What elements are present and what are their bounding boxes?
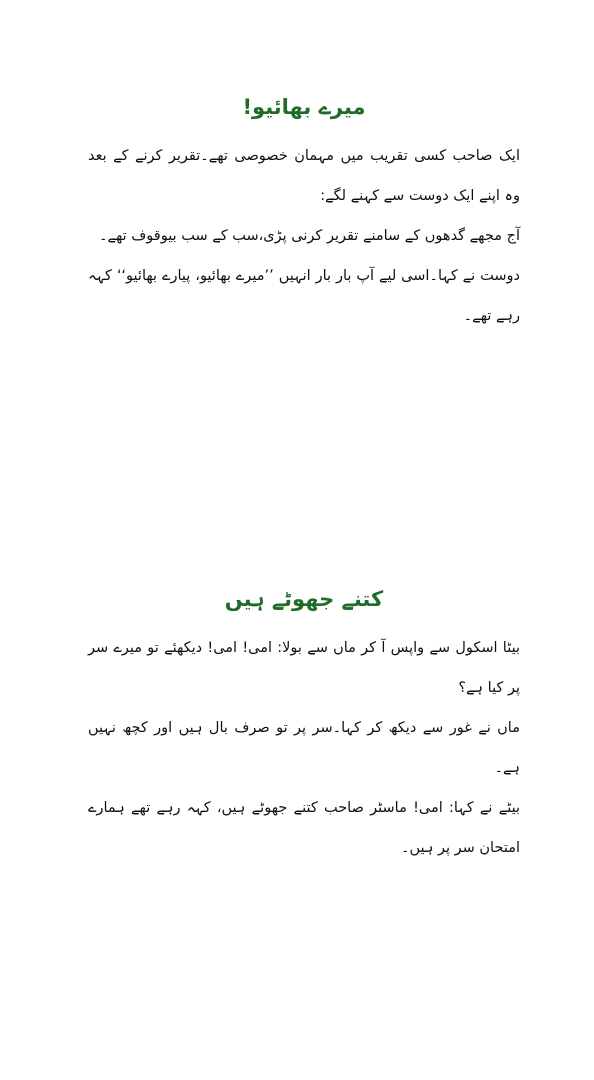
story-paragraph: ماں نے غور سے دیکھ کر کہا۔سر پر تو صرف بال ہیں اور کچھ نہیں ہے۔: [88, 720, 520, 776]
story-how-liars: [88, 584, 520, 868]
story-title: میرے بھائیو!: [242, 95, 366, 119]
story-my-brothers: [88, 92, 520, 336]
story-paragraph: بیٹا اسکول سے واپس آ کر ماں سے بولا: امی! امی! دیکھئے تو میرے سر پر کیا ہے؟: [88, 640, 520, 696]
story-paragraph: دوست نے کہا۔اسی لیے آپ بار بار انہیں ’’میرے بھائیو، پیارے بھائیو‘‘ کہہ رہے تھے۔: [88, 268, 520, 324]
story-paragraph: بیٹے نے کہا: امی! ماسٹر صاحب کتنے جھوٹے ہیں، کہہ رہے تھے ہمارے امتحان سر پر ہیں۔: [88, 800, 520, 856]
story-paragraph: آج مجھے گدھوں کے سامنے تقریر کرنی پڑی،سب کے سب بیوقوف تھے۔: [98, 228, 520, 244]
story-paragraph: ایک صاحب کسی تقریب میں مہمان خصوصی تھے۔تقریر کرنے کے بعد وہ اپنے ایک دوست سے کہنے لگے:: [88, 148, 520, 204]
story-title: کتنے جھوٹے ہیں: [224, 587, 384, 611]
